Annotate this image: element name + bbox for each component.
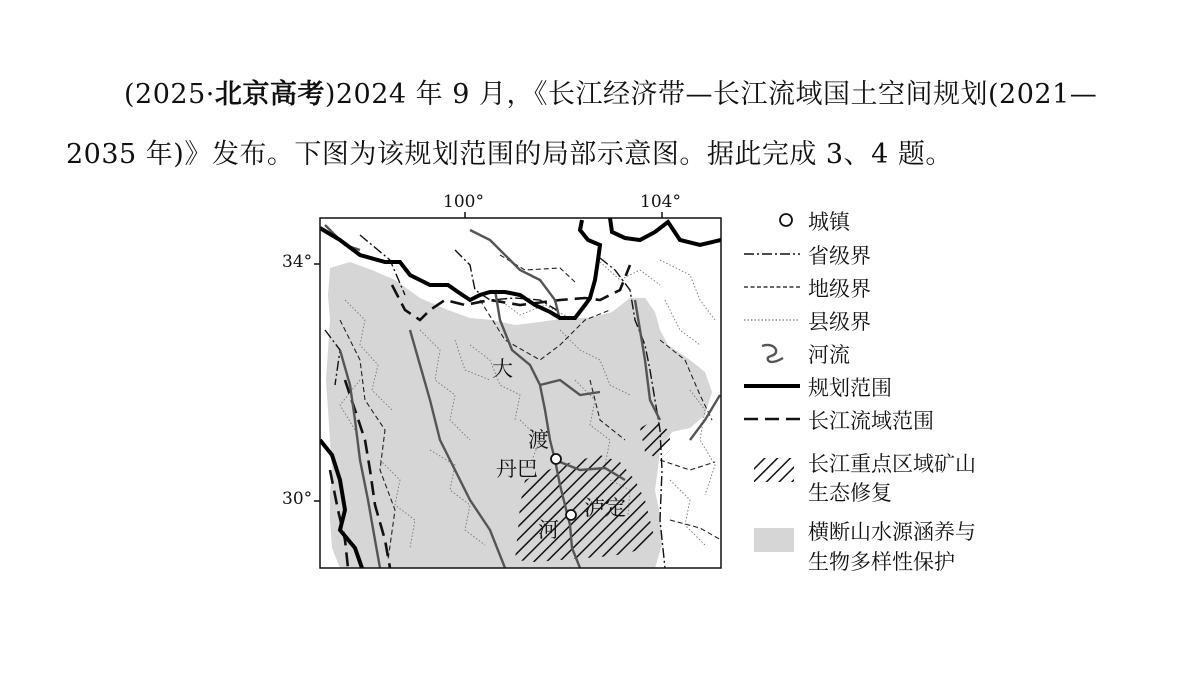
- gray-box-icon: [754, 528, 794, 552]
- river-label-he: 河: [538, 518, 559, 542]
- legend-label-county: 县级界: [808, 310, 871, 334]
- question-line-2: 2035 年)》发布。下图为该规划范围的局部示意图。据此完成 3、4 题。: [66, 139, 953, 170]
- legend-label-mining-2: 生态修复: [808, 481, 892, 505]
- lat-label-34: 34°: [282, 252, 313, 272]
- lon-label-104: 104°: [640, 192, 681, 212]
- town-label-luding: 泸定: [584, 496, 626, 520]
- legend-label-plan: 规划范围: [808, 376, 892, 400]
- legend-label-mining-1: 长江重点区域矿山: [808, 452, 976, 476]
- river-label-du: 渡: [528, 428, 549, 452]
- legend-label-provincial: 省级界: [808, 244, 871, 268]
- source-prefix: (2025·: [124, 79, 215, 110]
- legend-icons: [744, 214, 800, 552]
- legend-label-hengduan-2: 生物多样性保护: [808, 550, 955, 574]
- town-circle-icon: [780, 214, 792, 226]
- question-line-1-rest: )2024 年 9 月，《长江经济带—长江流域国土空间规划(2021—: [324, 79, 1098, 110]
- source-exam: 北京高考: [214, 79, 325, 110]
- plan-boundary-northeast: [610, 218, 721, 245]
- legend-label-prefecture: 地级界: [808, 277, 871, 301]
- legend-label-town: 城镇: [808, 210, 850, 234]
- legend-label-river: 河流: [808, 343, 850, 367]
- river-north: [470, 230, 560, 320]
- town-luding-icon: [566, 510, 576, 520]
- river-icon: [762, 345, 783, 362]
- lat-label-30: 30°: [282, 489, 313, 509]
- lon-label-100: 100°: [443, 192, 484, 212]
- river-label-da: 大: [492, 357, 513, 381]
- town-label-danba: 丹巴: [496, 457, 538, 481]
- legend-label-hengduan-1: 横断山水源涵养与: [808, 520, 976, 544]
- town-danba-icon: [551, 454, 561, 464]
- legend-label-basin: 长江流域范围: [808, 409, 934, 433]
- hatch-box-icon: [754, 458, 794, 482]
